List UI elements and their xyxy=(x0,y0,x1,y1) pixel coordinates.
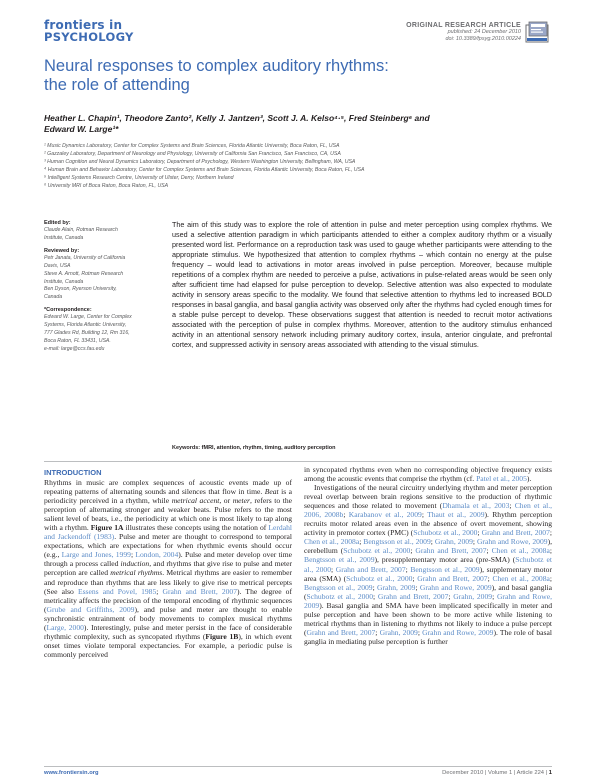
affiliation: ⁶ University MRI of Boca Raton, Boca Raton, FL, USA xyxy=(44,183,169,190)
affiliation: ¹ Music Dynamics Laboratory, Center for Complex Systems and Brain Sciences, Florida Atlantic University, Boca Raton, FL, USA xyxy=(44,143,340,149)
correspondence-line: Edward W. Large, Center for Complex xyxy=(44,314,132,321)
article-type: ORIGINAL RESEARCH ARTICLE xyxy=(406,22,521,29)
authors-line2: Edward W. Large¹* xyxy=(44,124,119,134)
journal-logo[interactable] xyxy=(44,19,164,49)
reviewer-line: Institute, Canada xyxy=(44,278,84,285)
footer-website-link[interactable]: www.frontiersin.org xyxy=(44,770,99,776)
keywords-list: fMRI, attention, rhythm, timing, auditory perception xyxy=(201,445,336,451)
reviewer-line: Canada xyxy=(44,294,63,301)
editorial-sidebar xyxy=(44,219,162,354)
article-meta xyxy=(321,22,521,43)
journal-cover-icon xyxy=(523,19,551,45)
correspondence-line: 777 Glades Rd, Building 12, Rm 316, xyxy=(44,330,130,337)
reviewer-line: Davis, USA xyxy=(44,262,71,269)
correspondence-heading: *Correspondence: xyxy=(44,307,92,314)
title-line2: the role of attending xyxy=(44,76,190,94)
reviewer-line: Petr Janata, University of California xyxy=(44,254,126,261)
keywords xyxy=(172,445,552,451)
edited-by-heading: Edited by: xyxy=(44,220,71,226)
keywords-label: Keywords: xyxy=(172,445,201,451)
logo-line2: PSYCHOLOGY xyxy=(44,30,134,44)
affiliations xyxy=(44,142,544,191)
title-line1: Neural responses to complex auditory rhythms: xyxy=(44,57,389,75)
page-number: 1 xyxy=(548,770,552,776)
body-column-left xyxy=(44,468,292,659)
correspondence-line: Systems, Florida Atlantic University, xyxy=(44,322,127,329)
body-column-right xyxy=(304,465,552,646)
affiliation: ³ Human Cognition and Neural Dynamics Laboratory, Department of Psychology, Western Washington University, Bellingham, WA, USA xyxy=(44,159,356,166)
affiliation: ⁴ Human Brain and Behavior Laboratory, Center for Complex Systems and Brain Sciences, Florida Atlantic University, Boca Raton, FL, USA xyxy=(44,167,365,174)
correspondence-email[interactable]: e-mail: large@ccs.fau.edu xyxy=(44,345,105,352)
footer-divider xyxy=(44,766,552,767)
section-heading: INTRODUCTION xyxy=(44,468,102,477)
article-title xyxy=(44,57,514,95)
logo-line1: frontiers in xyxy=(44,18,123,32)
section-divider xyxy=(44,461,552,462)
footer-issue-info xyxy=(442,770,552,776)
body-paragraph: Rhythms in music are complex sequences of acoustic events made up of repeating patterns of alternating sounds and silences that flow in time. Beat is a periodicity perceived in a rhythm, while metrical accent, or meter, refers to the perception of alternating stronger and weaker beats. Pulse refers to the most salient level of beats, i.e., the periodicity at which one is most likely to tap along with a rhythm. Figure 1A illustrates these concepts using the notation of Lerdahl and Jackendoff (1983). Pulse and meter are thought to correspond to temporal expectations, which are expectations for when rhythmic events should occur (e.g., Large and Jones, 1999; London, 2004). Pulse and meter develop over time through a process called induction, and rhythms that give rise to pulse and meter perception are called metrical rhythms. Metrical rhythms are easier to remember and reproduce than rhythms that are less likely to give rise to metrical percepts (See also Essens and Povel, 1985; Grahn and Brett, 2007). The degree of metricality affects the precision of the temporal encoding of rhythmic sequences (Grube and Griffiths, 2009), and pulse and meter are thought to enable synchronistic entrainment of body movements to complex musical rhythms (Large, 2000). Interestingly, pulse and meter persist in the face of considerable rhythmic complexity, such as syncopated rhythms (Figure 1B), in which event onset times violate temporal expectancies. For example, a periodic pulse is commonly perceived xyxy=(44,478,292,659)
published-date: published: 24 December 2010 xyxy=(447,29,521,35)
author-list xyxy=(44,113,514,135)
affiliation: ² Gazzaley Laboratory, Department of Neurology and Physiology, University of California San Francisco, San Francisco, CA, USA xyxy=(44,151,341,158)
reviewer-line: Steve A. Arnott, Rotman Research xyxy=(44,270,124,277)
body-paragraph: in syncopated rhythms even when no corresponding objective frequency exists among the acoustic events that comprise the rhythm (cf. Patel et al., 2005). xyxy=(304,465,552,484)
doi[interactable]: doi: 10.3389/fpsyg.2010.00224 xyxy=(445,36,521,42)
edited-by-line: Institute, Canada xyxy=(44,234,84,241)
affiliation: ⁵ Intelligent Systems Research Centre, University of Ulster, Derry, Northern Ireland xyxy=(44,175,234,182)
issue-info: December 2010 | Volume 1 | Article 224 | xyxy=(442,770,548,776)
reviewed-by-heading: Reviewed by: xyxy=(44,247,80,254)
abstract: The aim of this study was to explore the role of attention in pulse and meter perception using complex rhythms. We used a selective attention paradigm in which participants attended to either a complex auditory rhythm or a visually presented word list. Performance on a reproduction task was used to gauge whether participants were attending to the appropriate stimulus. We hypothesized that attention to complex rhythms – which contain no energy at the pulse frequency – would lead to activations in motor areas involved in pulse perception. Moreover, because multiple repetitions of a complex rhythm are needed to perceive a pulse, activations in pulse-related areas would be seen only after sufficient time had elapsed for pulse perception to develop. Selective attention was also expected to modulate activity in sensory areas specific to the modality. We found that selective attention to rhythms led to increased BOLD responses in basal ganglia, and basal ganglia activity was observed only after the rhythms had cycled enough times for a stable pulse percept to develop. These observations suggest that attention is needed to recruit motor activations associated with the perception of pulse in complex rhythms. Moreover, attention to the auditory stimulus enhanced activity in an attentional sensory network including primary auditory cortex, insula, anterior cingulate, and prefrontal cortex, and suppressed activity in sensory areas associated with attending to the visual stimulus. xyxy=(172,220,552,349)
authors-line1: Heather L. Chapin¹, Theodore Zanto², Kelly J. Jantzen³, Scott J. A. Kelso⁴·⁵, Fred Steinberg⁶ and xyxy=(44,113,430,123)
body-paragraph: Investigations of the neural circuitry underlying rhythm and meter perception reveal overlap between brain regions sensitive to the production of rhythmic sequences and those related to movement (Dhamala et al., 2003; Chen et al., 2006, 2008b; Karabanov et al., 2009; Thaut et al., 2009). Rhythm perception recruits motor related areas even in the absence of overt movement, showing activity in premotor cortex (PMC) (Schubotz et al., 2000; Grahn and Brett, 2007; Chen et al., 2008a; Bengtsson et al., 2009; Grahn, 2009; Grahn and Rowe, 2009), cerebellum (Schubotz et al., 2000; Grahn and Brett, 2007; Chen et al., 2008a; Bengtsson et al., 2009), presupplementary motor area (pre-SMA) (Schubotz et al., 2000; Grahn and Brett, 2007; Bengtsson et al., 2009), supplementary motor area (SMA) (Schubotz et al., 2000; Grahn and Brett, 2007; Chen et al., 2008a; Bengtsson et al., 2009; Grahn, 2009; Grahn and Rowe, 2009), and basal ganglia (Schubotz et al., 2000; Grahn and Brett, 2007; Grahn, 2009; Grahn and Rowe, 2009). Basal ganglia and SMA have been implicated specifically in meter and pulse perception and have been shown to be more active while listening to metrical rhythms than in listening to rhythms not likely to induce a pulse percept (Grahn and Brett, 2007; Grahn, 2009; Grahn and Rowe, 2009). The role of basal ganglia in mediating pulse perception is further xyxy=(304,483,553,646)
correspondence-line: Boca Raton, FL 33431, USA. xyxy=(44,337,111,344)
edited-by-line: Claude Alain, Rotman Research xyxy=(44,227,118,233)
reviewer-line: Ben Dyson, Ryerson University, xyxy=(44,286,117,293)
